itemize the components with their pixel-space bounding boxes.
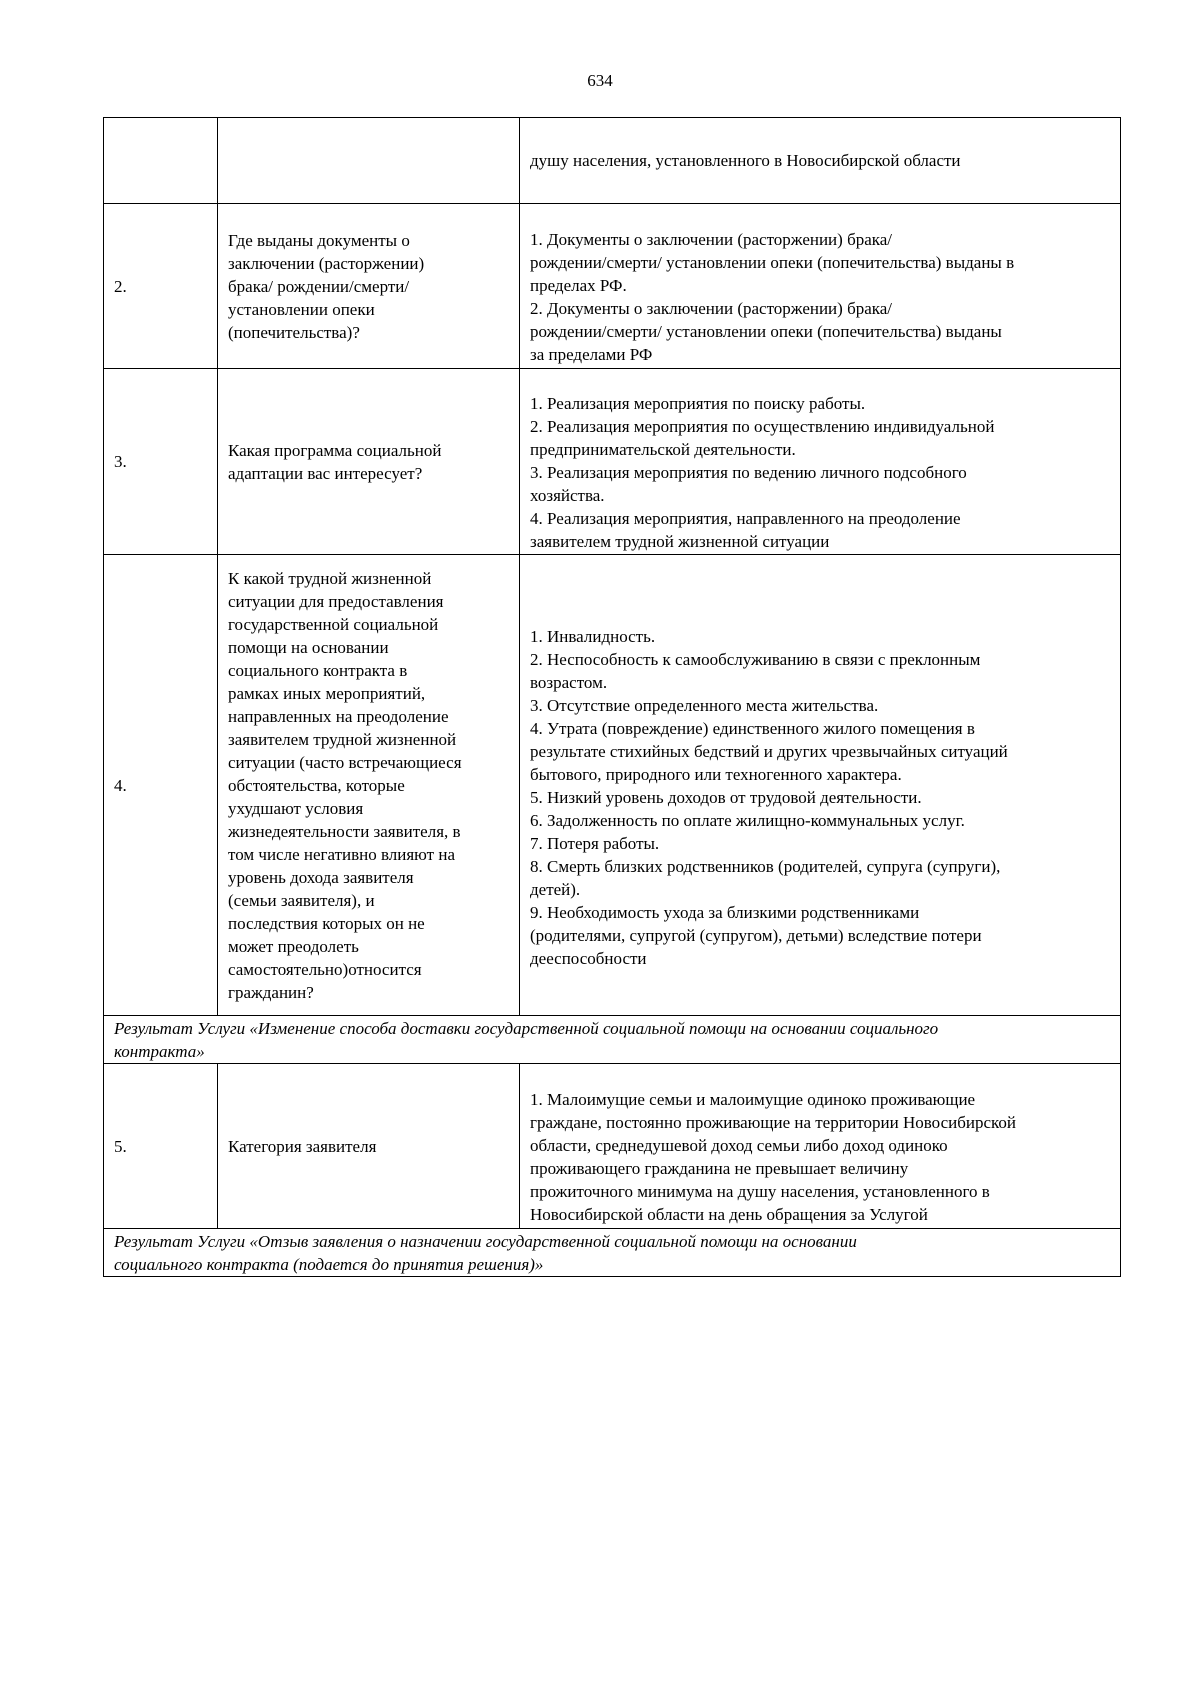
result-heading	[104, 1229, 1121, 1277]
answer-list	[530, 392, 1110, 553]
text-line: Где выданы документы о	[228, 230, 410, 250]
text-line: 2. Неспособность к самообслуживанию в связи с преклонным	[530, 649, 981, 669]
text-line: 3. Отсутствие определенного места жительства.	[530, 695, 879, 715]
result-text	[114, 1230, 1110, 1276]
text-line: Какая программа социальной	[228, 440, 442, 460]
row-number: 2.	[104, 204, 218, 369]
num-cell	[104, 118, 218, 204]
table-row-3	[104, 369, 1121, 555]
text-line: обстоятельства, которые	[228, 775, 405, 795]
service-table	[103, 117, 1121, 1277]
question-cell	[218, 1064, 520, 1229]
answer-cell	[520, 555, 1121, 1016]
list-item	[530, 461, 1110, 507]
answer-cell	[520, 204, 1121, 369]
text-line: последствия которых он не	[228, 913, 425, 933]
text-line: ситуации для предоставления	[228, 591, 444, 611]
text-line: пределах РФ.	[530, 276, 627, 295]
list-item	[530, 648, 1110, 694]
list-item	[530, 625, 1110, 648]
text-line: возрастом.	[530, 672, 608, 692]
question-cell	[218, 204, 520, 369]
list-item	[530, 832, 1110, 855]
list-item	[530, 297, 1110, 366]
text-line: социального контракта (подается до принятия решения)»	[114, 1254, 544, 1274]
text-line: 1. Документы о заключении (расторжении) брака/	[530, 230, 893, 249]
result-heading	[104, 1016, 1121, 1064]
text-line: рождении/смерти/ установлении опеки (попечительства) выданы в	[530, 253, 1015, 272]
text-line: 2. Реализация мероприятия по осуществлению индивидуальной	[530, 417, 995, 436]
text-line: за пределами РФ	[530, 345, 653, 364]
text-line: (родителями, супругой (супругом), детьми) вследствие потери	[530, 925, 982, 945]
text-line: ситуации (часто встречающиеся	[228, 752, 462, 772]
question-text	[228, 439, 509, 485]
text-line: области, среднедушевой доход семьи либо доход одиноко	[530, 1136, 948, 1155]
text-line: жизнедеятельности заявителя, в	[228, 821, 461, 841]
text-line: дееспособности	[530, 948, 647, 968]
list-item	[530, 392, 1110, 415]
text-line: том числе негативно влияют на	[228, 844, 455, 864]
question-cell	[218, 118, 520, 204]
text-line: Категория заявителя	[228, 1136, 377, 1156]
text-line: проживающего гражданина не превышает величину	[530, 1159, 909, 1178]
text-line: может преодолеть	[228, 936, 359, 956]
result-row-1	[104, 1016, 1121, 1064]
text-line: 3. Реализация мероприятия по ведению личного подсобного	[530, 463, 967, 482]
question-text	[228, 567, 509, 1004]
text-line: 1. Малоимущие семьи и малоимущие одиноко проживающие	[530, 1090, 976, 1109]
text-line: гражданин?	[228, 982, 314, 1002]
answer-list	[530, 1088, 1110, 1226]
list-item	[530, 855, 1110, 901]
page-number: 634	[587, 71, 613, 90]
text-line: установлении опеки	[228, 299, 375, 319]
text-line: 1. Инвалидность.	[530, 626, 656, 646]
text-line: предпринимательской деятельности.	[530, 440, 796, 459]
text-line: хозяйства.	[530, 486, 605, 505]
list-item	[530, 717, 1110, 786]
text-line: прожиточного минимума на душу населения, установленного в	[530, 1182, 990, 1201]
table-row-5	[104, 1064, 1121, 1229]
text-line: государственной социальной	[228, 614, 439, 634]
text-line: рамках иных мероприятий,	[228, 683, 426, 703]
text-line: 8. Смерть близких родственников (родителей, супруга (супруги),	[530, 856, 1001, 876]
list-item	[530, 901, 1110, 970]
text-line: адаптации вас интересует?	[228, 463, 423, 483]
question-cell	[218, 555, 520, 1016]
text-line: Результат Услуги «Отзыв заявления о назначении государственной социальной помощи на основании	[114, 1231, 857, 1251]
row-number: 3.	[104, 369, 218, 555]
text-line: заключении (расторжении)	[228, 253, 425, 273]
text-line: Результат Услуги «Изменение способа доставки государственной социальной помощи на основании социального	[114, 1018, 939, 1038]
text-line: (попечительства)?	[228, 322, 360, 342]
answer-list	[530, 228, 1110, 366]
question-text	[228, 1135, 509, 1158]
text-line: контракта»	[114, 1041, 205, 1061]
text-line: (семьи заявителя), и	[228, 890, 375, 910]
answer-cell	[520, 1064, 1121, 1229]
table-row-2	[104, 204, 1121, 369]
text-line: заявителем трудной жизненной ситуации	[530, 532, 830, 551]
table-row-4	[104, 555, 1121, 1016]
text-line: брака/ рождении/смерти/	[228, 276, 410, 296]
text-line: К какой трудной жизненной	[228, 568, 432, 588]
text-line: 7. Потеря работы.	[530, 833, 660, 853]
list-item	[530, 1088, 1110, 1226]
question-cell	[218, 369, 520, 555]
text-line: 1. Реализация мероприятия по поиску работы.	[530, 394, 866, 413]
text-line: граждане, постоянно проживающие на территории Новосибирской	[530, 1113, 1017, 1132]
list-item	[530, 809, 1110, 832]
text-line: социального контракта в	[228, 660, 408, 680]
result-row-2	[104, 1229, 1121, 1277]
text-line: 5. Низкий уровень доходов от трудовой деятельности.	[530, 787, 922, 807]
list-item	[530, 507, 1110, 553]
text-line: уровень дохода заявителя	[228, 867, 414, 887]
list-item	[530, 786, 1110, 809]
list-item	[530, 694, 1110, 717]
text-line: Новосибирской области на день обращения за Услугой	[530, 1205, 928, 1224]
text-line: 4. Утрата (повреждение) единственного жилого помещения в	[530, 718, 975, 738]
list-item	[530, 415, 1110, 461]
row-number: 5.	[104, 1064, 218, 1229]
text-line: самостоятельно)относится	[228, 959, 422, 979]
result-text	[114, 1017, 1110, 1063]
text-line: результате стихийных бедствий и других чрезвычайных ситуаций	[530, 741, 1008, 761]
text-line: направленных на преодоление	[228, 706, 449, 726]
list-item	[530, 228, 1110, 297]
text-line: детей).	[530, 879, 581, 899]
table-row-continued	[104, 118, 1121, 204]
answer-cell	[520, 369, 1121, 555]
text-line: 4. Реализация мероприятия, направленного на преодоление	[530, 509, 961, 528]
text-line: 6. Задолженность по оплате жилищно-коммунальных услуг.	[530, 810, 965, 830]
text-line: 2. Документы о заключении (расторжении) брака/	[530, 299, 893, 318]
question-text	[228, 229, 509, 344]
text-line: ухудшают условия	[228, 798, 364, 818]
text-line: бытового, природного или техногенного характера.	[530, 764, 902, 784]
text-line: рождении/смерти/ установлении опеки (попечительства) выданы	[530, 322, 1002, 341]
text-line: заявителем трудной жизненной	[228, 729, 457, 749]
text-line: 9. Необходимость ухода за близкими родственниками	[530, 902, 920, 922]
answer-cell	[520, 118, 1121, 204]
row-number: 4.	[104, 555, 218, 1016]
answer-list	[530, 625, 1110, 970]
answer-text: душу населения, установленного в Новосибирской области	[530, 151, 961, 170]
text-line: помощи на основании	[228, 637, 389, 657]
